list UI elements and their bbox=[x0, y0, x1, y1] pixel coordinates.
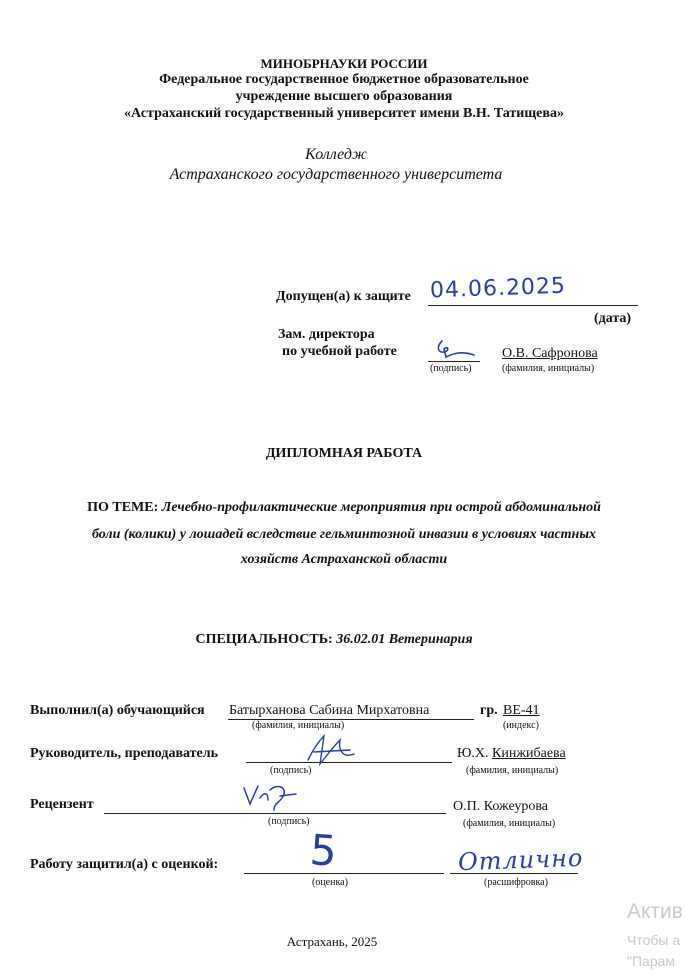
deputy-title-1: Зам. директора bbox=[278, 327, 375, 342]
admitted-label: Допущен(а) к защите bbox=[276, 289, 411, 304]
reviewer-label: Рецензент bbox=[30, 797, 94, 812]
institution-line-1: Федеральное государственное бюджетное образовательное bbox=[159, 72, 529, 87]
university-name: «Астраханский государственный университет имени В.Н. Татищева» bbox=[124, 106, 564, 121]
work-type: ДИПЛОМНАЯ РАБОТА bbox=[265, 446, 423, 461]
deputy-sign-caption: (подпись) bbox=[430, 363, 472, 374]
reviewer-signature bbox=[240, 780, 300, 816]
student-label: Выполнил(а) обучающийся bbox=[30, 703, 205, 718]
deputy-title-2: по учебной работе bbox=[282, 344, 397, 359]
group-label: гр. bbox=[480, 703, 498, 718]
grade-line bbox=[244, 873, 444, 874]
group-caption: (индекс) bbox=[503, 720, 539, 731]
reviewer-sign-caption: (подпись) bbox=[268, 816, 310, 827]
grade-value-caption: (оценка) bbox=[312, 877, 348, 888]
deputy-name-caption: (фамилия, инициалы) bbox=[502, 363, 595, 374]
supervisor-name bbox=[457, 746, 566, 762]
handwritten-date: 04.06.2025 bbox=[429, 273, 567, 304]
topic-line-3: хозяйств Астраханской области bbox=[240, 552, 448, 567]
topic-line-2: боли (колики) у лошадей вследствие гельминтозной инвазии в условиях частных bbox=[91, 527, 597, 542]
supervisor-sign-caption: (подпись) bbox=[270, 765, 312, 776]
activation-watermark-line-2: "Парам bbox=[627, 953, 676, 969]
deputy-sign-line bbox=[428, 361, 480, 362]
date-caption: (дата) bbox=[594, 311, 632, 326]
date-line bbox=[428, 305, 638, 306]
supervisor-initials: Ю.Х. bbox=[457, 746, 489, 761]
specialty-value: 36.02.01 Ветеринария bbox=[336, 632, 473, 647]
reviewer-name: О.П. Кожеурова bbox=[453, 799, 549, 814]
reviewer-name-caption: (фамилия, инициалы) bbox=[463, 818, 556, 829]
activation-watermark-title: Актив bbox=[627, 900, 683, 923]
deputy-name: О.В. Сафронова bbox=[502, 346, 598, 361]
topic-text-1: Лечебно-профилактические мероприятия при острой абдоминальной bbox=[161, 500, 601, 515]
deputy-signature bbox=[432, 337, 480, 363]
specialty bbox=[0, 632, 668, 648]
college-line-1: Колледж bbox=[305, 146, 367, 163]
grade-value: 5 bbox=[308, 825, 339, 876]
specialty-label: СПЕЦИАЛЬНОСТЬ: bbox=[195, 632, 333, 647]
grade-decode-value: Отлично bbox=[457, 843, 584, 877]
student-name: Батырханова Сабина Мирхатовна bbox=[229, 703, 430, 718]
city-year: Астрахань, 2025 bbox=[286, 934, 378, 949]
supervisor-surname: Кинжибаева bbox=[492, 746, 566, 761]
institution-line-2: учреждение высшего образования bbox=[235, 89, 453, 104]
grade-decode-caption: (расшифровка) bbox=[484, 877, 548, 888]
student-name-caption: (фамилия, инициалы) bbox=[252, 720, 345, 731]
topic-label: ПО ТЕМЕ: bbox=[87, 500, 159, 515]
supervisor-name-caption: (фамилия, инициалы) bbox=[466, 765, 559, 776]
group-value: ВЕ-41 bbox=[503, 703, 540, 718]
activation-watermark-line-1: Чтобы а bbox=[627, 932, 681, 948]
topic-line-1 bbox=[0, 500, 688, 516]
ministry-line: МИНОБРНАУКИ РОССИИ bbox=[260, 56, 428, 71]
supervisor-label: Руководитель, преподаватель bbox=[30, 746, 219, 761]
grade-label: Работу защитил(а) с оценкой: bbox=[30, 857, 219, 872]
college-line-2: Астраханского государственного университета bbox=[169, 166, 503, 183]
